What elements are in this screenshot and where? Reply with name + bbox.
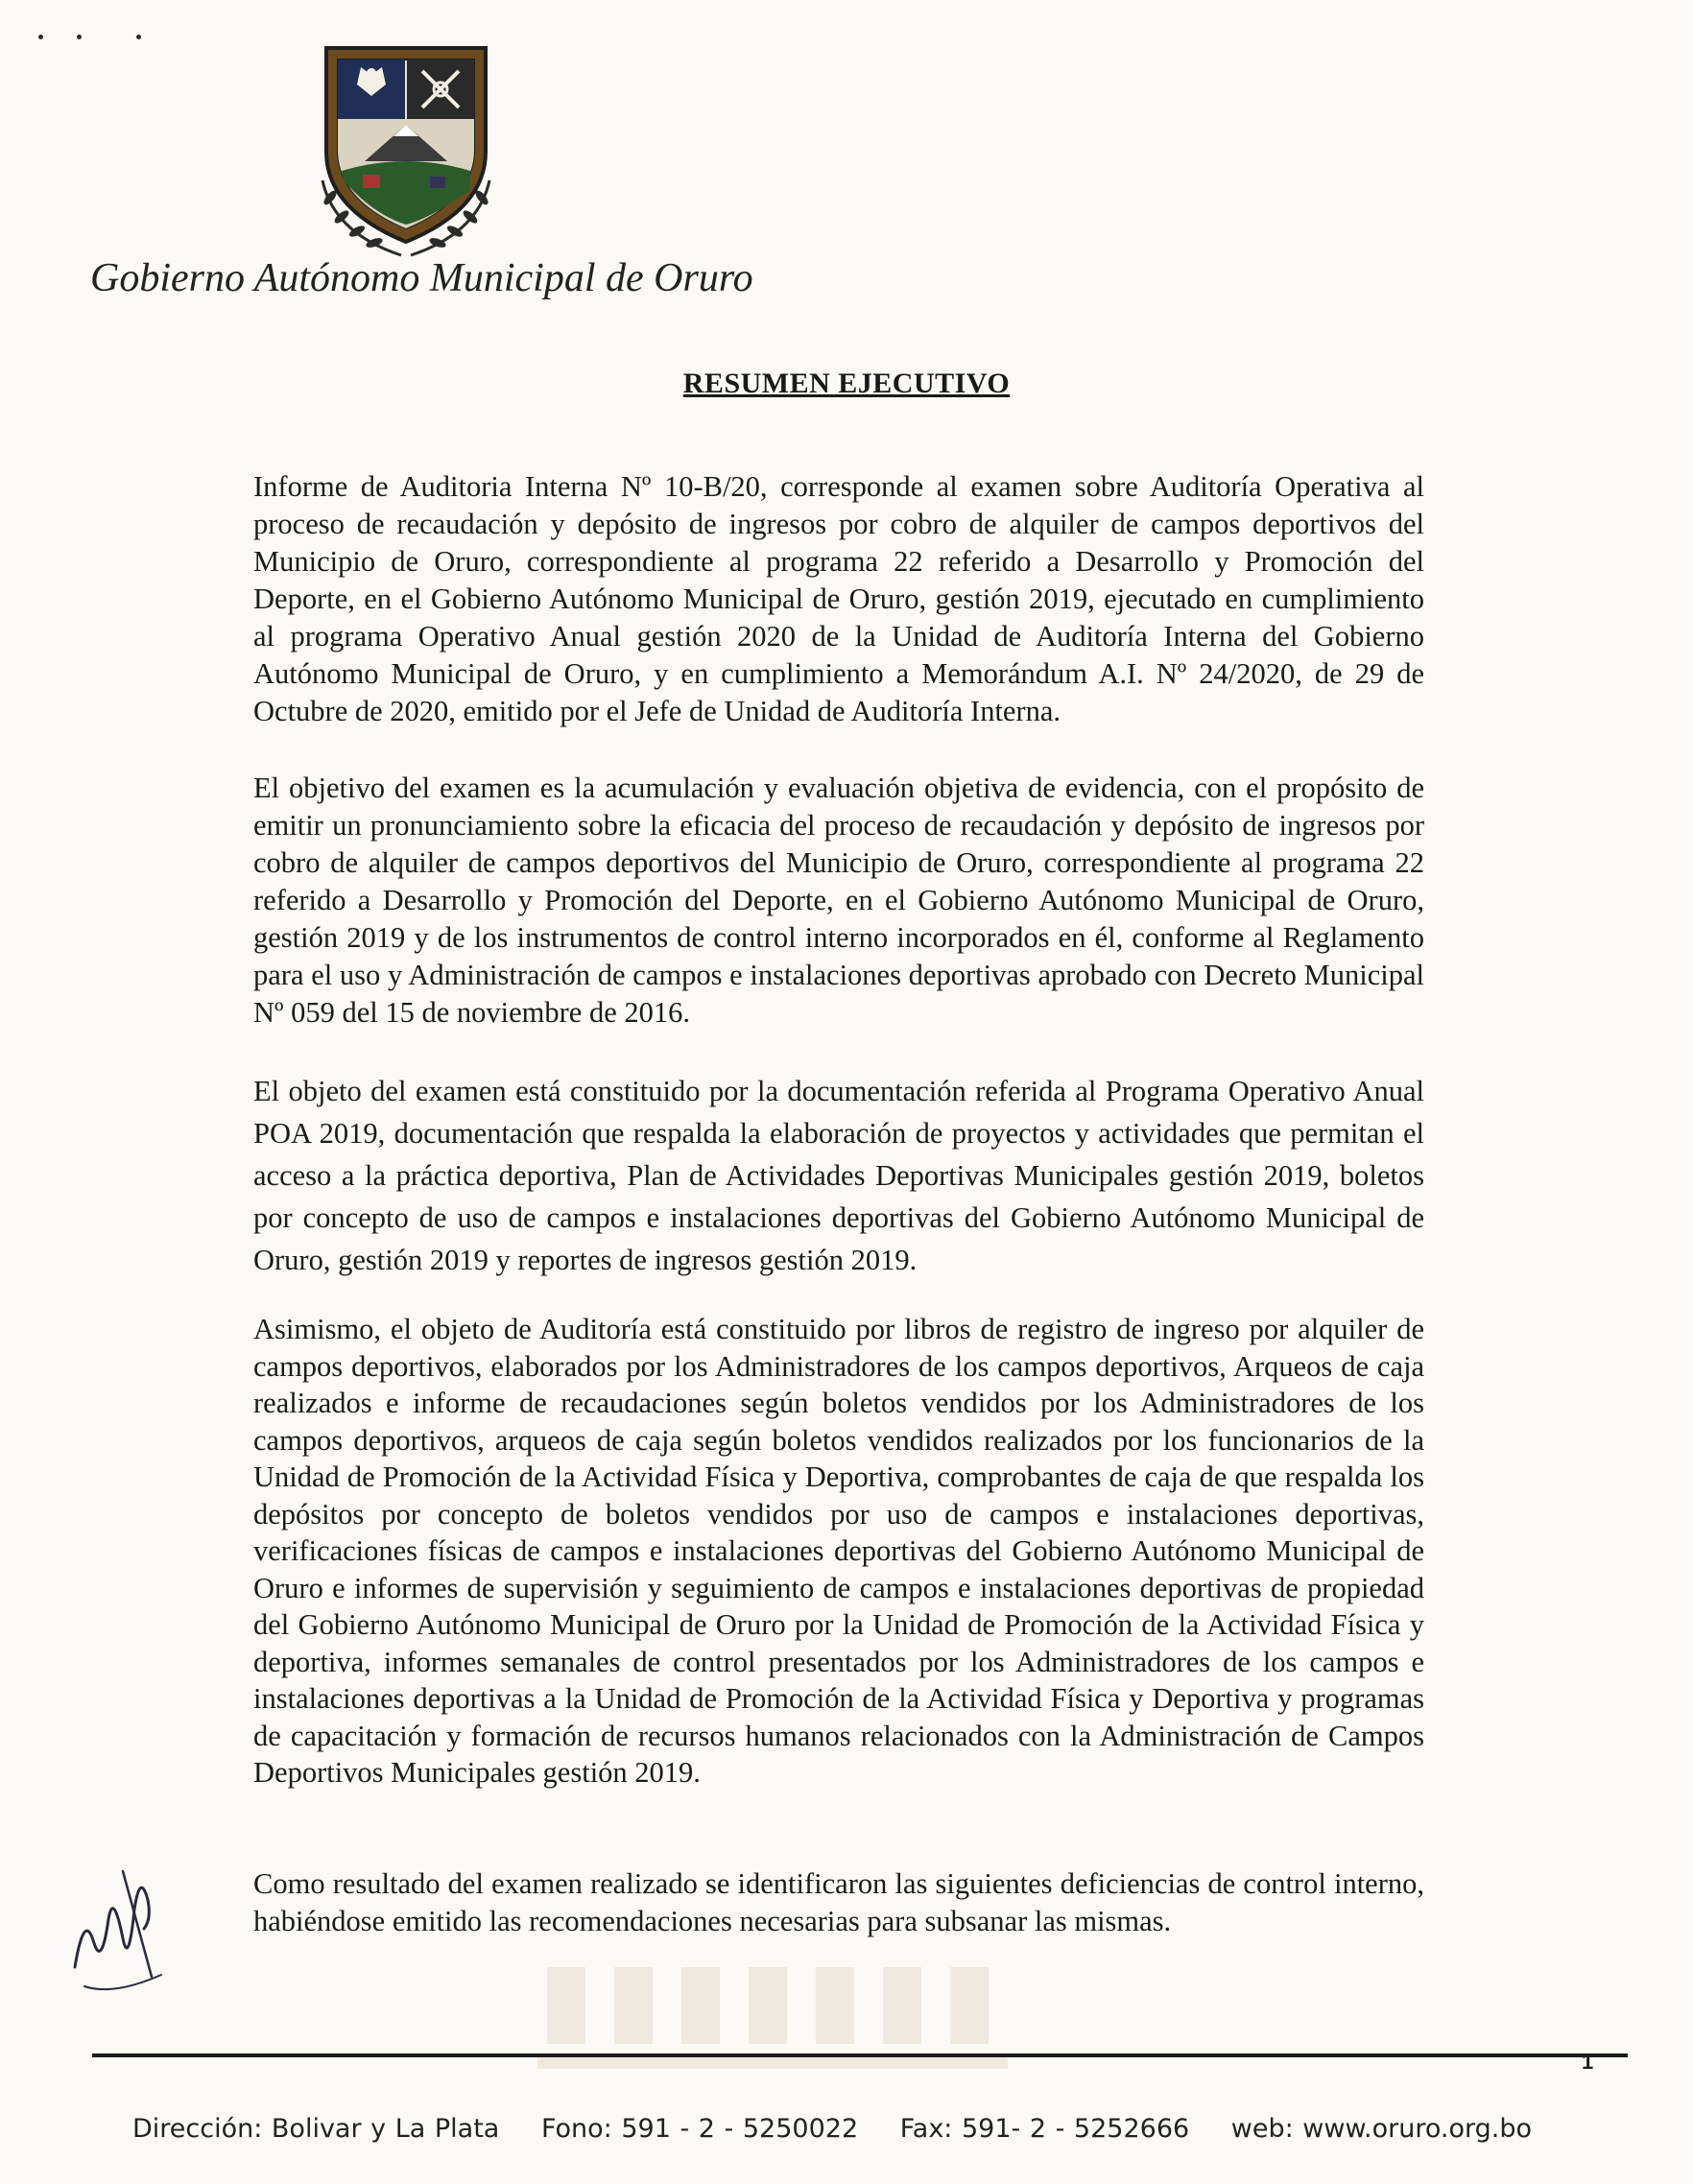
watermark-icon <box>537 1958 1017 2082</box>
page-number: 1 <box>1582 2050 1594 2074</box>
footer-phone: Fono: 591 - 2 - 5250022 <box>540 2114 859 2144</box>
paragraph-3: El objeto del examen está constituido por la documentación referida al Programa Operativo Anual POA 2019, documentación que respalda la elaboración de proyectos y actividades que permitan el acceso a la práctica deportiva, Plan de Actividades Deportivas Municipales gestión 2019, boletos por concepto de uso de campos e instalaciones deportivas del Gobierno Autónomo Municipal de Oruro, gestión 2019 y reportes de ingresos gestión 2019. <box>253 1075 1424 1276</box>
paragraph-2: El objetivo del examen es la acumulación y evaluación objetiva de evidencia, con el propósito de emitir un pronunciamiento sobre la eficacia del proceso de recaudación y depósito de ingresos por cobro de alquiler de campos deportivos del Municipio de Oruro, correspondiente al programa 22 referido a Desarrollo y Promoción del Deporte, en el Gobierno Autónomo Municipal de Oruro, gestión 2019 y de los instrumentos de control interno incorporados en él, conforme al Reglamento para el uso y Administración de campos e instalaciones deportivas aprobado con Decreto Municipal Nº 059 del 15 de noviembre de 2016. <box>253 772 1424 1029</box>
scan-marks <box>38 29 154 48</box>
footer-web-link[interactable]: web: www.oruro.org.bo <box>1230 2114 1533 2144</box>
paragraph-5: Como resultado del examen realizado se identificaron las siguientes deficiencias de control interno, habiéndose emitido las recomendaciones necesarias para subsanar las mismas. <box>253 1867 1424 1937</box>
coat-of-arms-icon <box>305 36 507 267</box>
organization-name: Gobierno Autónomo Municipal de Oruro <box>90 256 753 300</box>
signature-icon <box>56 1852 171 1996</box>
footer-divider <box>92 2053 1628 2057</box>
footer-fax: Fax: 591- 2 - 5252666 <box>899 2114 1190 2144</box>
footer-address: Dirección: Bolivar y La Plata <box>132 2114 500 2144</box>
paragraph-1: Informe de Auditoria Interna Nº 10-B/20, corresponde al examen sobre Auditoría Operativa al proceso de recaudación y depósito de ingresos por cobro de alquiler de campos deportivos del Municipio de Oruro, correspondiente al programa 22 referido a Desarrollo y Promoción del Deporte, en el Gobierno Autónomo Municipal de Oruro, gestión 2019, ejecutado en cumplimiento al programa Operativo Anual gestión 2020 de la Unidad de Auditoría Interna del Gobierno Autónomo Municipal de Oruro, y en cumplimiento a Memorándum A.I. Nº 24/2020, de 29 de Octubre de 2020, emitido por el Jefe de Unidad de Auditoría Interna. <box>253 470 1424 727</box>
document-title: RESUMEN EJECUTIVO <box>682 368 1011 399</box>
footer-contact <box>132 2114 1532 2144</box>
paragraph-4: Asimismo, el objeto de Auditoría está constituido por libros de registro de ingreso por alquiler de campos deportivos, elaborados por los Administradores de los campos deportivos, Arqueos de caja realizados e informe de recaudaciones según boletos vendidos por los Administradores de los campos deportivos, arqueos de caja según boletos vendidos realizados por los funcionarios de la Unidad de Promoción de la Actividad Física y Deportiva, comprobantes de caja de que respalda los depósitos por concepto de boletos vendidos por uso de campos e instalaciones deportivas, verificaciones físicas de campos e instalaciones deportivas del Gobierno Autónomo Municipal de Oruro e informes de supervisión y seguimiento de campos e instalaciones deportivas de propiedad del Gobierno Autónomo Municipal de Oruro por la Unidad de Promoción de la Actividad Física y deportiva, informes semanales de control presentados por los Administradores de los campos e instalaciones deportivas a la Unidad de Promoción de la Actividad Física y Deportiva y programas de capacitación y formación de recursos humanos relacionados con la Administración de Campos Deportivos Municipales gestión 2019. <box>253 1313 1424 1789</box>
